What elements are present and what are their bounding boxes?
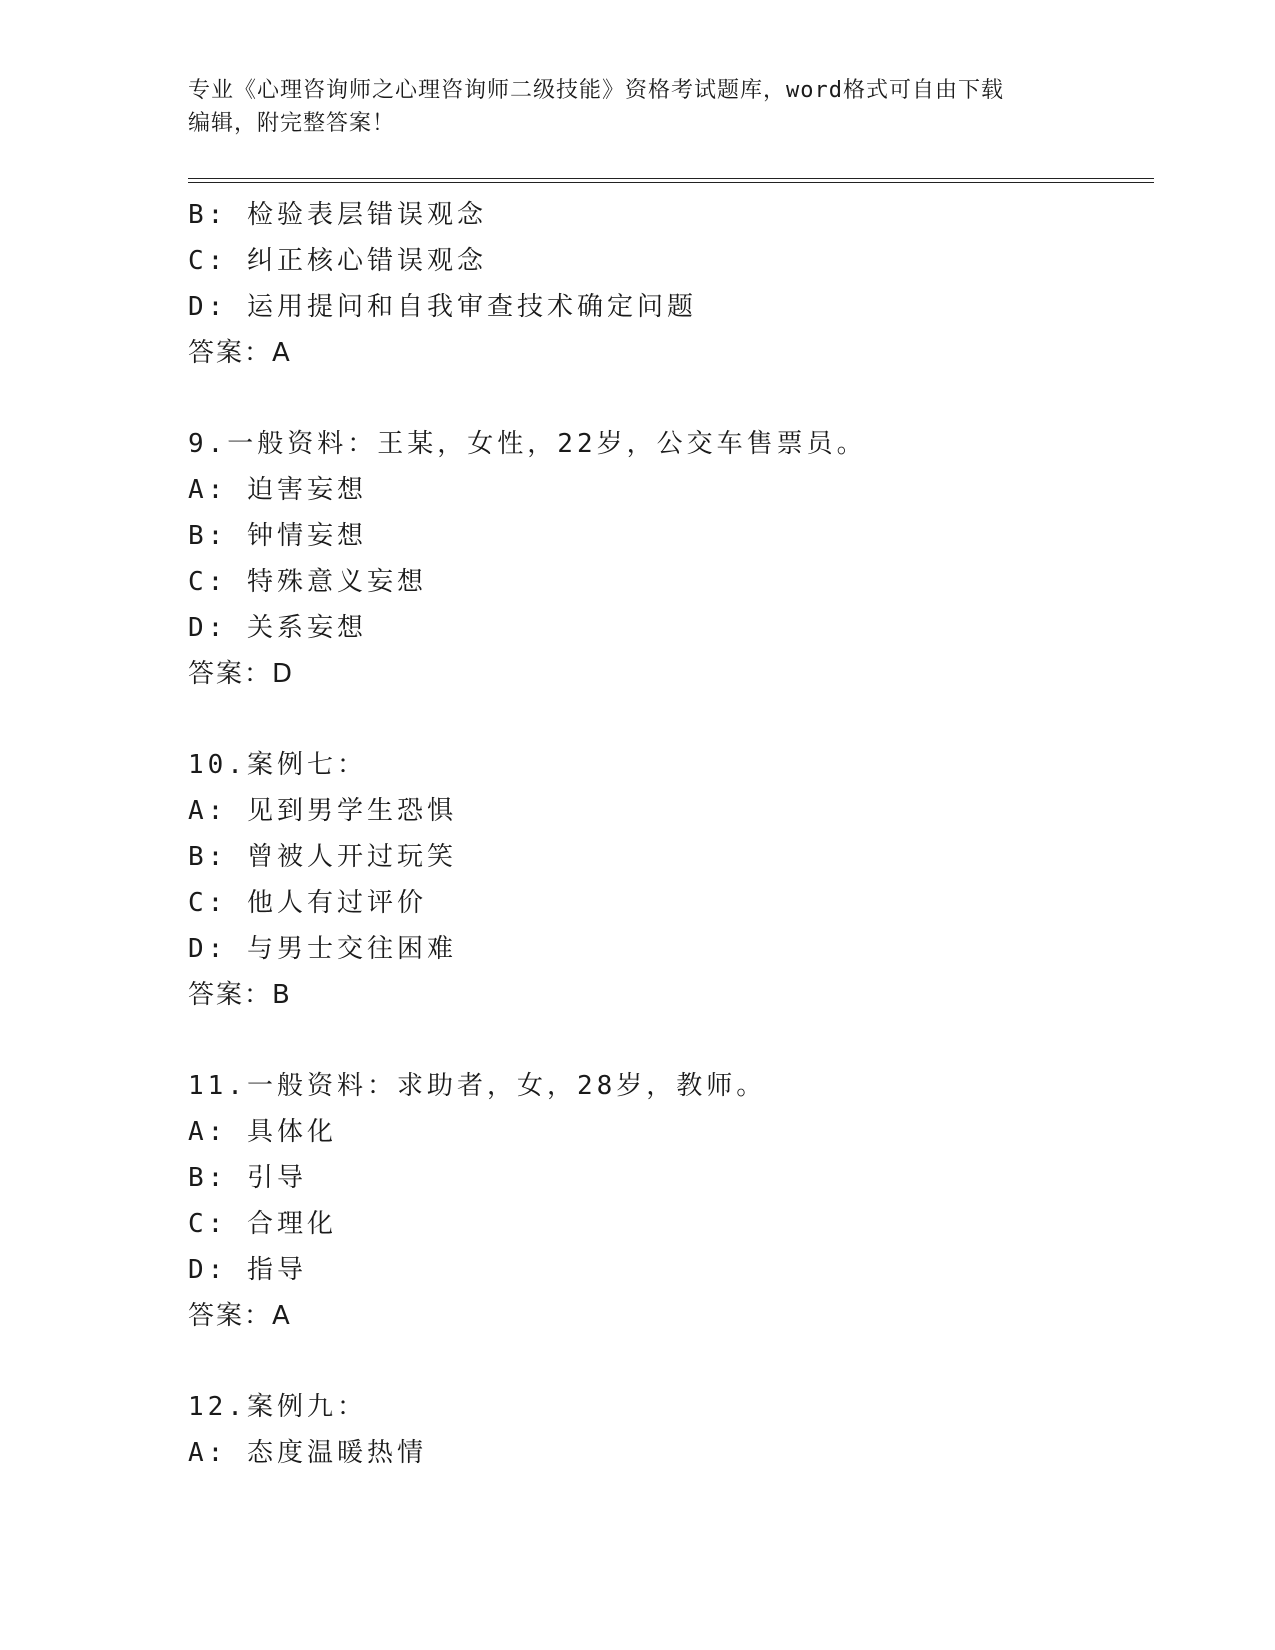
header-divider (188, 178, 1154, 183)
option-b: B: 引导 (188, 1163, 307, 1193)
question-11 (188, 1063, 1148, 1339)
option-b: B: 检验表层错误观念 (188, 200, 487, 230)
option-d: D: 关系妄想 (188, 613, 367, 643)
option-c: C: 特殊意义妄想 (188, 567, 427, 597)
question-9 (188, 421, 1148, 697)
option-a: A: 迫害妄想 (188, 475, 367, 505)
question-stem: 10.案例七： (188, 750, 367, 780)
option-a: A: 态度温暖热情 (188, 1438, 427, 1468)
question-stem: 11.一般资料：求助者，女，28岁，教师。 (188, 1071, 767, 1101)
question-stem: 12.案例九： (188, 1392, 367, 1422)
answer-line: 答案：D (188, 659, 295, 689)
option-c: C: 纠正核心错误观念 (188, 246, 487, 276)
header-line-2: 编辑，附完整答案！ (188, 111, 396, 136)
question-stem: 9.一般资料：王某，女性，22岁，公交车售票员。 (188, 429, 867, 459)
answer-line: 答案：B (188, 980, 292, 1010)
question-list (188, 192, 1148, 1476)
option-d: D: 与男士交往困难 (188, 934, 457, 964)
option-c: C: 合理化 (188, 1209, 337, 1239)
document-header (188, 74, 1068, 140)
option-a: A: 见到男学生恐惧 (188, 796, 457, 826)
answer-line: 答案：A (188, 1301, 292, 1331)
option-d: D: 指导 (188, 1255, 307, 1285)
question-12 (188, 1384, 1148, 1476)
option-b: B: 钟情妄想 (188, 521, 367, 551)
option-a: A: 具体化 (188, 1117, 337, 1147)
option-d: D: 运用提问和自我审查技术确定问题 (188, 292, 697, 322)
continued-question (188, 192, 1148, 376)
header-line-1: 专业《心理咨询师之心理咨询师二级技能》资格考试题库，word格式可自由下载 (188, 78, 1004, 103)
question-10 (188, 742, 1148, 1018)
option-b: B: 曾被人开过玩笑 (188, 842, 457, 872)
option-c: C: 他人有过评价 (188, 888, 427, 918)
answer-line: 答案：A (188, 338, 292, 368)
